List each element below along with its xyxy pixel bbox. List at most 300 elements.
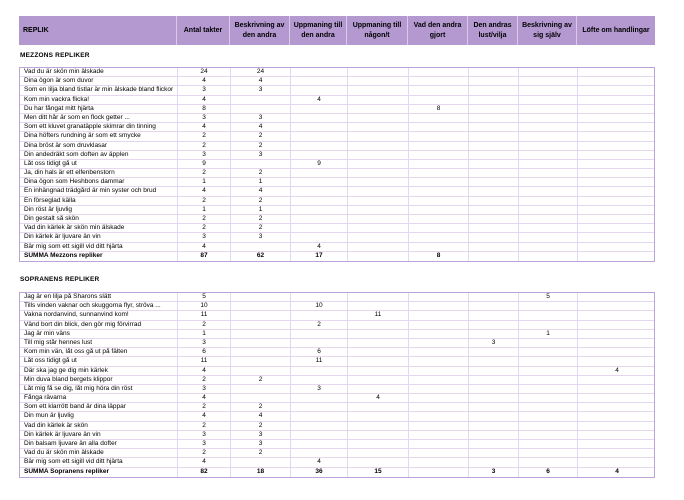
value-cell-col-6: [519, 311, 578, 319]
value-cell-col-0: 3: [178, 431, 231, 439]
value-cell-col-2: [291, 330, 348, 338]
table-row: [20, 243, 654, 252]
value-cell-col-3: [348, 197, 409, 205]
value-cell-col-3: [348, 187, 409, 195]
table-row: [20, 311, 654, 320]
section-title-mezzons: MEZZONS REPLIKER: [20, 52, 90, 59]
value-cell-col-1: 2: [231, 132, 291, 140]
value-cell-col-2: [291, 367, 348, 375]
value-cell-col-7: [578, 449, 656, 457]
value-cell-col-2: [291, 339, 348, 347]
replik-cell: En inhängnad trädgård är min syster och brud: [20, 187, 178, 195]
column-header-5: Vad den andra gjort: [408, 16, 468, 45]
value-cell-col-0: 2: [178, 376, 231, 384]
value-cell-col-1: 1: [231, 178, 291, 186]
value-cell-col-6: [519, 376, 578, 384]
table-row: [20, 440, 654, 449]
replik-cell: En förseglad källa: [20, 197, 178, 205]
value-cell-col-7: [578, 252, 656, 261]
replik-cell: Låt oss tidigt gå ut: [20, 160, 178, 168]
value-cell-col-0: 9: [178, 160, 231, 168]
replik-cell: Vad du är skön min älskade: [20, 449, 178, 457]
value-cell-col-0: 3: [178, 114, 231, 122]
value-cell-col-7: [578, 105, 656, 113]
value-cell-col-5: [469, 252, 519, 261]
value-cell-col-0: 24: [178, 68, 231, 76]
replik-cell: Fånga rävarna: [20, 394, 178, 402]
column-header-8: Löfte om handlingar: [582, 26, 650, 34]
value-cell-col-7: [578, 215, 656, 223]
value-cell-col-3: [348, 86, 409, 94]
value-cell-col-0: 3: [178, 151, 231, 159]
column-header-3: Uppmaning till den andra: [290, 16, 347, 45]
value-cell-col-6: [519, 339, 578, 347]
value-cell-col-6: [519, 243, 578, 251]
value-cell-col-2: 11: [291, 357, 348, 365]
table-row: [20, 394, 654, 403]
value-cell-col-1: 4: [231, 412, 291, 420]
value-cell-col-5: [469, 376, 519, 384]
replik-cell: Dina ögon som Heshbons dammar: [20, 178, 178, 186]
value-cell-col-6: [519, 68, 578, 76]
value-cell-col-3: [348, 105, 409, 113]
value-cell-col-6: 5: [519, 293, 578, 301]
value-cell-col-0: 2: [178, 403, 231, 411]
value-cell-col-2: [291, 440, 348, 448]
value-cell-col-2: [291, 178, 348, 186]
value-cell-col-7: [578, 151, 656, 159]
value-cell-col-2: [291, 123, 348, 131]
replik-cell: Din röst är ljuvlig: [20, 206, 178, 214]
value-cell-col-4: [409, 151, 469, 159]
replik-cell: Bär mig som ett sigill vid ditt hjärta: [20, 243, 178, 251]
replik-cell: Vad din kärlek är skön: [20, 422, 178, 430]
value-cell-col-1: 2: [231, 376, 291, 384]
value-cell-col-2: [291, 449, 348, 457]
summa-row: [20, 468, 654, 477]
table-row: [20, 142, 654, 151]
value-cell-col-5: [469, 422, 519, 430]
value-cell-col-0: 8: [178, 105, 231, 113]
value-cell-col-5: [469, 367, 519, 375]
value-cell-col-6: [519, 252, 578, 261]
value-cell-col-4: [409, 357, 469, 365]
value-cell-col-2: 6: [291, 348, 348, 356]
value-cell-col-2: [291, 169, 348, 177]
value-cell-col-4: [409, 321, 469, 329]
table-row: [20, 132, 654, 141]
replik-cell: Jag är en lilja på Sharons slätt: [20, 293, 178, 301]
column-header-6: Den andras lust/vilja: [468, 16, 518, 45]
value-cell-col-3: [348, 449, 409, 457]
value-cell-col-4: [409, 224, 469, 232]
replik-cell: SUMMA Sopranens repliker: [20, 468, 178, 477]
value-cell-col-3: 15: [348, 468, 409, 477]
value-cell-col-0: 11: [178, 311, 231, 319]
value-cell-col-7: [578, 394, 656, 402]
value-cell-col-6: [519, 367, 578, 375]
value-cell-col-1: 3: [231, 86, 291, 94]
value-cell-col-7: [578, 169, 656, 177]
value-cell-col-2: [291, 187, 348, 195]
replik-cell: Din andedräkt som doften av äpplen: [20, 151, 178, 159]
value-cell-col-0: 1: [178, 330, 231, 338]
value-cell-col-7: [578, 233, 656, 241]
value-cell-col-6: [519, 431, 578, 439]
value-cell-col-0: 2: [178, 321, 231, 329]
value-cell-col-2: [291, 394, 348, 402]
replik-cell: Jag är min väns: [20, 330, 178, 338]
value-cell-col-4: [409, 132, 469, 140]
table-row: [20, 68, 654, 77]
value-cell-col-2: [291, 197, 348, 205]
replik-cell: Tills vinden vaknar och skuggorna flyr, ströva ...: [20, 302, 178, 310]
value-cell-col-5: [469, 394, 519, 402]
value-cell-col-4: [409, 68, 469, 76]
value-cell-col-2: [291, 132, 348, 140]
value-cell-col-1: [231, 96, 291, 104]
value-cell-col-1: [231, 243, 291, 251]
value-cell-col-3: 4: [348, 394, 409, 402]
value-cell-col-5: [469, 440, 519, 448]
replik-cell: Din mun är ljuvlig: [20, 412, 178, 420]
value-cell-col-4: 8: [409, 105, 469, 113]
value-cell-col-2: 17: [291, 252, 348, 261]
value-cell-col-1: [231, 339, 291, 347]
value-cell-col-5: [469, 151, 519, 159]
value-cell-col-3: [348, 233, 409, 241]
section-title-sopranens: SOPRANENS REPLIKER: [20, 276, 100, 283]
replik-cell: Dina höfters rundning är som ett smycke: [20, 132, 178, 140]
value-cell-col-6: [519, 160, 578, 168]
value-cell-col-0: 4: [178, 243, 231, 251]
value-cell-col-0: 87: [178, 252, 231, 261]
value-cell-col-5: [469, 206, 519, 214]
value-cell-col-1: [231, 293, 291, 301]
value-cell-col-3: [348, 252, 409, 261]
value-cell-col-3: [348, 224, 409, 232]
value-cell-col-4: [409, 431, 469, 439]
value-cell-col-7: [578, 178, 656, 186]
value-cell-col-7: [578, 339, 656, 347]
value-cell-col-6: [519, 348, 578, 356]
value-cell-col-2: [291, 412, 348, 420]
value-cell-col-3: 11: [348, 311, 409, 319]
table-row: [20, 348, 654, 357]
replik-cell: Men ditt hår är som en flock getter ...: [20, 114, 178, 122]
value-cell-col-5: [469, 243, 519, 251]
value-cell-col-2: [291, 224, 348, 232]
value-cell-col-0: 1: [178, 206, 231, 214]
value-cell-col-5: [469, 403, 519, 411]
value-cell-col-1: 2: [231, 197, 291, 205]
value-cell-col-5: [469, 311, 519, 319]
value-cell-col-1: [231, 330, 291, 338]
value-cell-col-3: [348, 151, 409, 159]
column-header-0: REPLIK: [19, 16, 177, 45]
value-cell-col-5: 3: [469, 339, 519, 347]
value-cell-col-6: 6: [519, 468, 578, 477]
replik-cell: Dina ögon är som duvor: [20, 77, 178, 85]
value-cell-col-6: [519, 77, 578, 85]
value-cell-col-0: 2: [178, 169, 231, 177]
value-cell-col-7: [578, 77, 656, 85]
value-cell-col-1: [231, 367, 291, 375]
value-cell-col-0: 4: [178, 458, 231, 466]
value-cell-col-7: [578, 403, 656, 411]
value-cell-col-2: [291, 77, 348, 85]
value-cell-col-6: [519, 215, 578, 223]
value-cell-col-1: 18: [231, 468, 291, 477]
value-cell-col-6: [519, 96, 578, 104]
value-cell-col-5: [469, 357, 519, 365]
value-cell-col-6: [519, 151, 578, 159]
value-cell-col-3: [348, 243, 409, 251]
value-cell-col-4: [409, 385, 469, 393]
value-cell-col-6: [519, 458, 578, 466]
value-cell-col-2: [291, 311, 348, 319]
value-cell-col-5: [469, 160, 519, 168]
value-cell-col-1: [231, 394, 291, 402]
sopranens-table: [19, 292, 655, 478]
value-cell-col-3: [348, 206, 409, 214]
replik-cell: Som en lilja bland tistlar är min älskade bland flickor: [20, 86, 178, 94]
value-cell-col-6: [519, 321, 578, 329]
value-cell-col-5: [469, 302, 519, 310]
value-cell-col-0: 3: [178, 339, 231, 347]
value-cell-col-7: 4: [615, 366, 619, 374]
value-cell-col-0: 4: [178, 412, 231, 420]
value-cell-col-0: 11: [178, 357, 231, 365]
replik-cell: Kom min vackra flicka!: [20, 96, 178, 104]
value-cell-col-0: 4: [178, 187, 231, 195]
table-row: [20, 431, 654, 440]
value-cell-col-4: [409, 458, 469, 466]
value-cell-col-2: [291, 215, 348, 223]
value-cell-col-1: [231, 357, 291, 365]
column-header-1: Antal takter: [177, 16, 230, 45]
replik-cell: Som ett klarrött band är dina läppar: [20, 403, 178, 411]
value-cell-col-7: [578, 376, 656, 384]
value-cell-col-4: [409, 468, 469, 477]
value-cell-col-7: [578, 458, 656, 466]
value-cell-col-1: 2: [231, 142, 291, 150]
value-cell-col-2: [291, 422, 348, 430]
value-cell-col-1: 3: [231, 114, 291, 122]
value-cell-col-3: [348, 132, 409, 140]
value-cell-col-4: [409, 449, 469, 457]
summa-row: [20, 252, 654, 261]
value-cell-col-3: [348, 458, 409, 466]
table-row: [20, 160, 654, 169]
value-cell-col-2: [291, 142, 348, 150]
value-cell-col-5: [469, 178, 519, 186]
value-cell-col-6: [519, 105, 578, 113]
value-cell-col-7: [578, 68, 656, 76]
value-cell-col-5: 3: [469, 468, 519, 477]
value-cell-col-7: [578, 243, 656, 251]
value-cell-col-2: 4: [291, 243, 348, 251]
value-cell-col-1: 62: [231, 252, 291, 261]
value-cell-col-7: [578, 385, 656, 393]
value-cell-col-1: 1: [231, 206, 291, 214]
value-cell-col-1: 4: [231, 187, 291, 195]
value-cell-col-6: [519, 169, 578, 177]
value-cell-col-0: 4: [178, 367, 231, 375]
value-cell-col-3: [348, 142, 409, 150]
table-row: [20, 385, 654, 394]
value-cell-col-4: [409, 114, 469, 122]
value-cell-col-7: [578, 160, 656, 168]
value-cell-col-3: [348, 114, 409, 122]
value-cell-col-6: [519, 233, 578, 241]
replik-cell: Vakna nordanvind, sunnanvind kom!: [20, 311, 178, 319]
value-cell-col-2: [291, 105, 348, 113]
value-cell-col-5: [469, 123, 519, 131]
value-cell-col-6: [519, 123, 578, 131]
value-cell-col-7: [578, 123, 656, 131]
value-cell-col-4: [409, 348, 469, 356]
table-row: [20, 403, 654, 412]
replik-cell: Din balsam ljuvare än alla dofter: [20, 440, 178, 448]
value-cell-col-4: [409, 206, 469, 214]
value-cell-col-2: 4: [291, 458, 348, 466]
value-cell-col-7: [578, 440, 656, 448]
table-row: [20, 206, 654, 215]
value-cell-col-7: [578, 321, 656, 329]
table-row: [20, 449, 654, 458]
value-cell-col-7: [578, 302, 656, 310]
value-cell-col-2: 3: [291, 385, 348, 393]
value-cell-col-1: 4: [231, 77, 291, 85]
value-cell-col-5: [469, 449, 519, 457]
value-cell-col-1: 2: [231, 449, 291, 457]
table-row: [20, 105, 654, 114]
value-cell-col-6: [519, 224, 578, 232]
value-cell-col-7: [578, 96, 656, 104]
value-cell-col-0: 6: [178, 348, 231, 356]
value-cell-col-1: 4: [231, 123, 291, 131]
value-cell-col-1: 2: [231, 224, 291, 232]
replik-cell: Kom min vän, låt oss gå ut på fälten: [20, 348, 178, 356]
value-cell-col-7: [578, 224, 656, 232]
value-cell-col-0: 4: [178, 96, 231, 104]
value-cell-col-4: [409, 197, 469, 205]
value-cell-col-4: [409, 169, 469, 177]
table-row: [20, 224, 654, 233]
value-cell-col-1: 2: [231, 403, 291, 411]
value-cell-col-3: [348, 348, 409, 356]
value-cell-col-2: [291, 68, 348, 76]
value-cell-col-0: 3: [178, 233, 231, 241]
value-cell-col-7: [578, 431, 656, 439]
value-cell-col-6: [519, 197, 578, 205]
value-cell-col-0: 4: [178, 123, 231, 131]
value-cell-col-1: 24: [231, 68, 291, 76]
replik-cell: Bär mig som ett sigill vid ditt hjärta: [20, 458, 178, 466]
value-cell-col-3: [348, 178, 409, 186]
table-row: [20, 367, 654, 376]
value-cell-col-6: [519, 403, 578, 411]
table-row: [20, 339, 654, 348]
value-cell-col-3: [348, 215, 409, 223]
value-cell-col-5: [469, 105, 519, 113]
value-cell-col-3: [348, 96, 409, 104]
value-cell-col-4: [409, 394, 469, 402]
value-cell-col-7: [578, 357, 656, 365]
value-cell-col-7: [578, 187, 656, 195]
value-cell-col-0: 4: [178, 394, 231, 402]
replik-cell: Din kärlek är ljuvare än vin: [20, 233, 178, 241]
value-cell-col-4: [409, 178, 469, 186]
value-cell-col-1: 3: [231, 431, 291, 439]
value-cell-col-4: [409, 367, 469, 375]
value-cell-col-6: [519, 302, 578, 310]
replik-cell: Ja, din hals är ett elfenbenstorn: [20, 169, 178, 177]
value-cell-col-6: [519, 394, 578, 402]
value-cell-col-0: 2: [178, 142, 231, 150]
value-cell-col-6: [519, 412, 578, 420]
value-cell-col-4: [409, 302, 469, 310]
value-cell-col-2: 10: [291, 302, 348, 310]
value-cell-col-6: [519, 440, 578, 448]
value-cell-col-2: 2: [291, 321, 348, 329]
value-cell-col-0: 82: [178, 468, 231, 477]
value-cell-col-4: [409, 215, 469, 223]
replik-cell: Vad du är skön min älskade: [20, 68, 178, 76]
value-cell-col-1: [231, 385, 291, 393]
table-row: [20, 77, 654, 86]
value-cell-col-3: [348, 431, 409, 439]
value-cell-col-0: 3: [178, 440, 231, 448]
value-cell-col-2: [291, 151, 348, 159]
value-cell-col-7: [578, 293, 656, 301]
column-header-4: Uppmaning till någon/t: [347, 16, 408, 45]
replik-cell: Du har fångat mitt hjärta: [20, 105, 178, 113]
value-cell-col-4: [409, 330, 469, 338]
value-cell-col-4: [409, 293, 469, 301]
value-cell-col-1: [231, 105, 291, 113]
value-cell-col-2: [291, 293, 348, 301]
value-cell-col-3: [348, 321, 409, 329]
value-cell-col-3: [348, 330, 409, 338]
value-cell-col-1: 2: [231, 422, 291, 430]
value-cell-col-1: 2: [231, 169, 291, 177]
value-cell-col-5: [469, 96, 519, 104]
value-cell-col-5: [469, 412, 519, 420]
value-cell-col-5: [469, 293, 519, 301]
value-cell-col-7: [578, 142, 656, 150]
value-cell-col-3: [348, 123, 409, 131]
value-cell-col-0: 2: [178, 422, 231, 430]
value-cell-col-5: [469, 385, 519, 393]
replik-cell: Låt oss tidigt gå ut: [20, 357, 178, 365]
value-cell-col-3: [348, 68, 409, 76]
value-cell-col-7: [578, 132, 656, 140]
table-row: [20, 458, 654, 467]
value-cell-col-4: [409, 86, 469, 94]
value-cell-col-3: [348, 77, 409, 85]
table-row: [20, 330, 654, 339]
replik-cell: Dina bröst är som druvklasar: [20, 142, 178, 150]
value-cell-col-4: [409, 123, 469, 131]
value-cell-col-5: [469, 215, 519, 223]
table-row: [20, 422, 654, 431]
value-cell-col-5: [469, 330, 519, 338]
value-cell-col-4: [409, 142, 469, 150]
value-cell-col-5: [469, 77, 519, 85]
replik-cell: SUMMA Mezzons repliker: [20, 252, 178, 261]
